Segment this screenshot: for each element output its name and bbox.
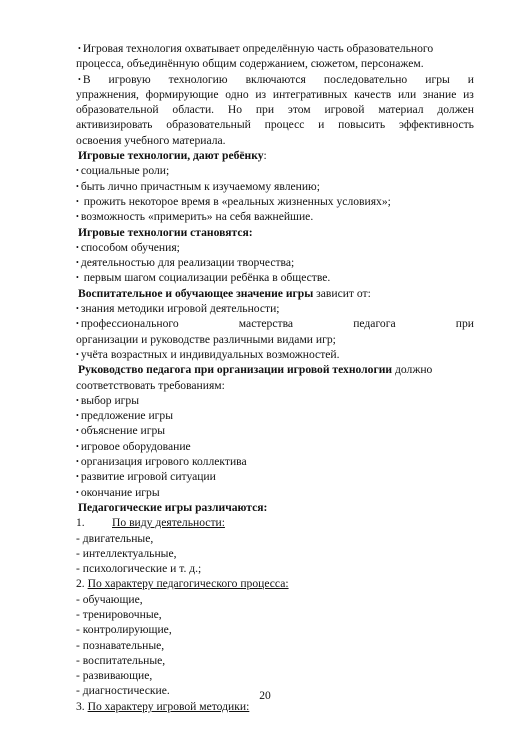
list-item-continuation: организации и руководстве различными видами игр; bbox=[76, 332, 336, 346]
list-item: • объяснение игры bbox=[76, 424, 166, 438]
bullet-icon: • bbox=[76, 273, 79, 283]
bullet-icon: • bbox=[78, 44, 81, 53]
bullet-icon: • bbox=[76, 411, 79, 421]
bullet-icon: • bbox=[78, 74, 81, 84]
list-item: • выбор игры bbox=[76, 393, 140, 407]
list-item: • возможность «примерить» на себя важнейшие. bbox=[76, 210, 314, 224]
bullet-icon: • bbox=[76, 258, 79, 268]
bullet-icon: • bbox=[76, 304, 79, 314]
list-item: • окончание игры bbox=[76, 485, 160, 499]
list-item: - контролирующие, bbox=[76, 623, 172, 637]
p2-line-1: • В игровую технологию включаются последовательно игры и bbox=[78, 72, 474, 86]
category-heading: 3. По характеру игровой методики: bbox=[76, 699, 250, 713]
bullet-icon: • bbox=[76, 242, 79, 252]
list-item: • игровое оборудование bbox=[76, 439, 191, 453]
bullet-icon: • bbox=[76, 441, 79, 451]
list-item: • способом обучения; bbox=[76, 240, 180, 254]
p2-line-3: образовательной области. Но при этом игровой материал должен bbox=[76, 103, 474, 117]
page-content bbox=[76, 41, 474, 714]
heading-educational-value: Воспитательное и обучающее значение игры зависит от: bbox=[78, 286, 371, 300]
list-item: - двигательные, bbox=[76, 531, 154, 545]
bullet-icon: • bbox=[76, 426, 79, 436]
heading-game-tech-give: Игровые технологии, дают ребёнку: bbox=[78, 149, 267, 163]
bullet-icon: • bbox=[76, 349, 79, 359]
list-item: - воспитательные, bbox=[76, 653, 166, 667]
bullet-icon: • bbox=[76, 487, 79, 497]
category-heading: 2. По характеру педагогического процесса: bbox=[76, 577, 289, 591]
list-item: • прожить некоторое время в «реальных жизненных условиях»; bbox=[76, 194, 391, 208]
list-item: - развивающие, bbox=[76, 669, 153, 683]
list-item: • быть лично причастным к изучаемому явлению; bbox=[76, 179, 320, 193]
list-item: • развитие игровой ситуации bbox=[76, 470, 216, 484]
list-item: • первым шагом социализации ребёнка в обществе. bbox=[76, 271, 331, 285]
p2-line-2: упражнения, формирующие одно из интегративных качеств или знание из bbox=[76, 87, 474, 101]
bullet-icon: • bbox=[76, 212, 79, 222]
heading-teacher-guidance-line-2: соответствовать требованиям: bbox=[76, 378, 225, 392]
list-item: - обучающие, bbox=[76, 592, 143, 606]
p1-line-1: • Игровая технология охватывает определённую часть образовательного bbox=[78, 42, 434, 55]
p2-line-5: освоения учебного материала. bbox=[76, 133, 226, 147]
list-item: - интеллектуальные, bbox=[76, 546, 177, 560]
list-item: • предложение игры bbox=[76, 409, 174, 423]
list-item-justified: • профессионального мастерства педагога при bbox=[76, 317, 474, 331]
page-number: 20 bbox=[259, 689, 271, 702]
list-item: - тренировочные, bbox=[76, 607, 162, 621]
list-item: • деятельностью для реализации творчества; bbox=[76, 256, 295, 270]
heading-game-tech-become: Игровые технологии становятся: bbox=[78, 225, 253, 239]
p2-line-4: активизировать образовательный процесс и повысить эффективность bbox=[76, 118, 474, 132]
heading-ped-games-differ: Педагогические игры различаются: bbox=[78, 500, 268, 514]
list-item: • социальные роли; bbox=[76, 164, 170, 178]
bullet-icon: • bbox=[76, 457, 79, 467]
category-heading: 1. По виду деятельности: bbox=[76, 516, 225, 530]
list-item: • организация игрового коллектива bbox=[76, 455, 247, 469]
bullet-icon: • bbox=[76, 395, 79, 405]
bullet-icon: • bbox=[76, 196, 79, 206]
list-item: - психологические и т. д.; bbox=[76, 562, 202, 576]
list-item: - диагностические. bbox=[76, 684, 170, 698]
list-item: • учёта возрастных и индивидуальных возможностей. bbox=[76, 347, 340, 361]
p1-line-2: процесса, объединённую общим содержанием, сюжетом, персонажем. bbox=[76, 57, 424, 71]
bullet-icon: • bbox=[76, 166, 79, 176]
list-item: - познавательные, bbox=[76, 638, 165, 652]
bullet-icon: • bbox=[76, 181, 79, 191]
list-item: • знания методики игровой деятельности; bbox=[76, 302, 280, 316]
bullet-icon: • bbox=[76, 319, 79, 329]
heading-teacher-guidance: Руководство педагога при организации игровой технологии должно bbox=[78, 363, 433, 377]
bullet-icon: • bbox=[76, 472, 79, 482]
